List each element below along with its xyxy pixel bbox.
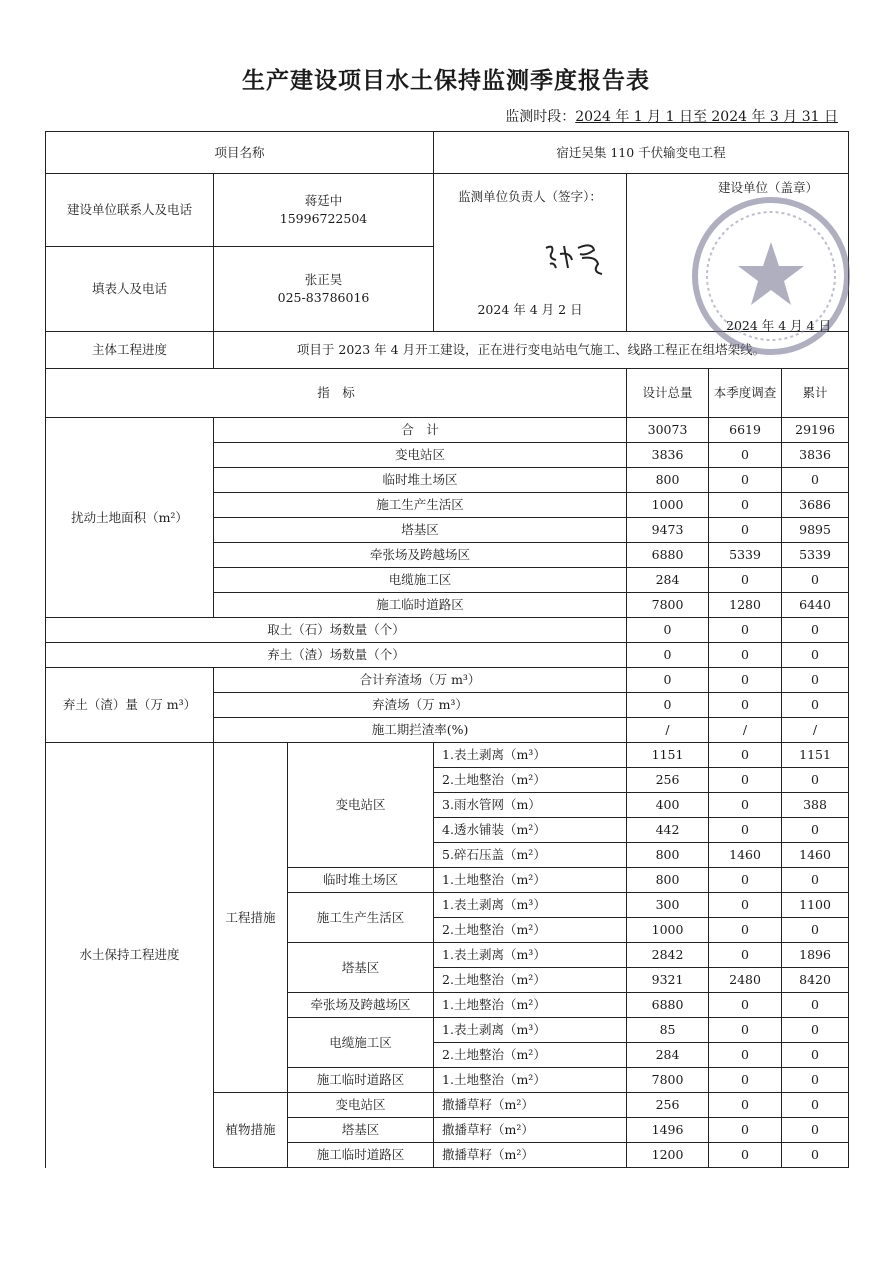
eng-design-value: 256	[627, 768, 709, 793]
eng-measure-name: 2.土地整治（m²）	[434, 918, 627, 943]
borrow-label: 取土（石）场数量（个）	[46, 618, 627, 643]
spoil-quarter-value: 0	[709, 668, 782, 693]
monitor-signature-label: 监测单位负责人（签字）：	[458, 189, 602, 204]
disturbed-quarter-value: 1280	[709, 593, 782, 618]
spoil-amount-label: 弃土（渣）量（万 m³）	[46, 668, 214, 743]
eng-measure-name: 1.土地整治（m²）	[434, 1068, 627, 1093]
borrow-quarter-value: 0	[709, 618, 782, 643]
spoil_count-quarter-value: 0	[709, 643, 782, 668]
eng-design-value: 2842	[627, 943, 709, 968]
eng-quarter-value: 0	[709, 1018, 782, 1043]
disturbed-quarter-value: 6619	[709, 418, 782, 443]
filler-label: 填表人及电话	[46, 247, 214, 332]
eng-design-value: 800	[627, 868, 709, 893]
eng-design-value: 300	[627, 893, 709, 918]
eng-design-value: 800	[627, 843, 709, 868]
disturbed-design-value: 284	[627, 568, 709, 593]
borrow-cumulative-value: 0	[782, 618, 849, 643]
disturbed-item-name: 牵张场及跨越场区	[214, 543, 627, 568]
eng-area-name: 变电站区	[288, 743, 434, 868]
spoil_count-design-value: 0	[627, 643, 709, 668]
disturbed-quarter-value: 0	[709, 468, 782, 493]
monitor-date: 2024 年 4 月 2 日	[477, 302, 583, 317]
eng-cumulative-value: 0	[782, 1043, 849, 1068]
veg-measure-name: 撒播草籽（m²）	[434, 1143, 627, 1168]
eng-measure-name: 2.土地整治（m²）	[434, 968, 627, 993]
engineering-measures-label: 工程措施	[214, 743, 288, 1093]
eng-cumulative-value: 0	[782, 1018, 849, 1043]
veg-cumulative-value: 0	[782, 1093, 849, 1118]
eng-quarter-value: 0	[709, 993, 782, 1018]
project-name-label: 项目名称	[46, 132, 434, 174]
eng-cumulative-value: 1151	[782, 743, 849, 768]
eng-quarter-value: 0	[709, 743, 782, 768]
eng-measure-name: 2.土地整治（m²）	[434, 1043, 627, 1068]
handwritten-signature	[542, 238, 612, 278]
eng-measure-name: 3.雨水管网（m）	[434, 793, 627, 818]
spoil-cumulative-value: 0	[782, 693, 849, 718]
spoil-cumulative-value: 0	[782, 668, 849, 693]
veg-measure-name: 撒播草籽（m²）	[434, 1118, 627, 1143]
eng-cumulative-value: 0	[782, 1068, 849, 1093]
eng-cumulative-value: 0	[782, 818, 849, 843]
table-row	[46, 668, 849, 693]
eng-design-value: 284	[627, 1043, 709, 1068]
veg-cumulative-value: 0	[782, 1118, 849, 1143]
disturbed-item-name: 临时堆土场区	[214, 468, 627, 493]
period-label: 监测时段：	[505, 109, 576, 125]
disturbed-item-name: 电缆施工区	[214, 568, 627, 593]
eng-design-value: 7800	[627, 1068, 709, 1093]
eng-measure-name: 1.表土剥离（m³）	[434, 1018, 627, 1043]
eng-cumulative-value: 0	[782, 993, 849, 1018]
eng-cumulative-value: 8420	[782, 968, 849, 993]
disturbed-quarter-value: 0	[709, 493, 782, 518]
eng-design-value: 85	[627, 1018, 709, 1043]
disturbed-cumulative-value: 9895	[782, 518, 849, 543]
disturbed-cumulative-value: 5339	[782, 543, 849, 568]
contact-phone: 15996722504	[279, 211, 368, 226]
spoil-design-value: 0	[627, 693, 709, 718]
disturbed-quarter-value: 5339	[709, 543, 782, 568]
table-row	[46, 418, 849, 443]
eng-area-name: 塔基区	[288, 943, 434, 993]
disturbed-design-value: 9473	[627, 518, 709, 543]
project-name-value: 宿迁吴集 110 千伏输变电工程	[434, 132, 849, 174]
eng-measure-name: 1.土地整治（m²）	[434, 993, 627, 1018]
eng-measure-name: 1.表土剥离（m³）	[434, 893, 627, 918]
borrow-design-value: 0	[627, 618, 709, 643]
disturbed-item-name: 塔基区	[214, 518, 627, 543]
eng-quarter-value: 0	[709, 1068, 782, 1093]
spoil-design-value: /	[627, 718, 709, 743]
eng-area-name: 电缆施工区	[288, 1018, 434, 1068]
disturbed-cumulative-value: 0	[782, 468, 849, 493]
disturbed-design-value: 7800	[627, 593, 709, 618]
spoil-item-name: 合计弃渣场（万 m³）	[214, 668, 627, 693]
disturbed-quarter-value: 0	[709, 518, 782, 543]
monitoring-period	[505, 106, 838, 126]
eng-quarter-value: 0	[709, 1043, 782, 1068]
veg-quarter-value: 0	[709, 1118, 782, 1143]
eng-cumulative-value: 0	[782, 918, 849, 943]
eng-cumulative-value: 1460	[782, 843, 849, 868]
disturbed-cumulative-value: 29196	[782, 418, 849, 443]
table-row	[46, 743, 849, 768]
quarter-survey-header: 本季度调查	[709, 369, 782, 418]
eng-quarter-value: 0	[709, 768, 782, 793]
disturbed-area-label: 扰动土地面积（m²）	[46, 418, 214, 618]
progress-label: 主体工程进度	[46, 332, 214, 369]
veg-area-name: 塔基区	[288, 1118, 434, 1143]
contact-name: 蒋廷中	[304, 193, 343, 208]
disturbed-quarter-value: 0	[709, 443, 782, 468]
disturbed-item-name: 变电站区	[214, 443, 627, 468]
disturbed-cumulative-value: 3836	[782, 443, 849, 468]
eng-area-name: 施工临时道路区	[288, 1068, 434, 1093]
period-value: 2024 年 1 月 1 日至 2024 年 3 月 31 日	[575, 109, 838, 125]
builder-date: 2024 年 4 月 4 日	[726, 318, 832, 333]
veg-design-value: 256	[627, 1093, 709, 1118]
eng-measure-name: 4.透水铺装（m²）	[434, 818, 627, 843]
spoil-quarter-value: 0	[709, 693, 782, 718]
eng-area-name: 临时堆土场区	[288, 868, 434, 893]
eng-design-value: 6880	[627, 993, 709, 1018]
eng-quarter-value: 0	[709, 793, 782, 818]
veg-measure-name: 撒播草籽（m²）	[434, 1093, 627, 1118]
eng-area-name: 施工生产生活区	[288, 893, 434, 943]
veg-design-value: 1200	[627, 1143, 709, 1168]
eng-quarter-value: 0	[709, 943, 782, 968]
disturbed-design-value: 1000	[627, 493, 709, 518]
eng-design-value: 1151	[627, 743, 709, 768]
spoil_count-cumulative-value: 0	[782, 643, 849, 668]
eng-area-name: 牵张场及跨越场区	[288, 993, 434, 1018]
table-row	[46, 643, 849, 668]
eng-cumulative-value: 0	[782, 868, 849, 893]
disturbed-design-value: 6880	[627, 543, 709, 568]
spoil-quarter-value: /	[709, 718, 782, 743]
eng-quarter-value: 0	[709, 818, 782, 843]
veg-quarter-value: 0	[709, 1143, 782, 1168]
disturbed-item-name: 合 计	[214, 418, 627, 443]
veg-area-name: 施工临时道路区	[288, 1143, 434, 1168]
spoil_count-label: 弃土（渣）场数量（个）	[46, 643, 627, 668]
disturbed-cumulative-value: 6440	[782, 593, 849, 618]
official-seal-stamp	[680, 190, 862, 362]
eng-cumulative-value: 388	[782, 793, 849, 818]
eng-quarter-value: 0	[709, 918, 782, 943]
spoil-cumulative-value: /	[782, 718, 849, 743]
design-total-header: 设计总量	[627, 369, 709, 418]
vegetation-measures-label: 植物措施	[214, 1093, 288, 1168]
spoil-design-value: 0	[627, 668, 709, 693]
veg-area-name: 变电站区	[288, 1093, 434, 1118]
eng-design-value: 1000	[627, 918, 709, 943]
disturbed-design-value: 3836	[627, 443, 709, 468]
eng-quarter-value: 0	[709, 868, 782, 893]
builder-seal-label: 建设单位（盖章）	[718, 180, 819, 195]
eng-cumulative-value: 0	[782, 768, 849, 793]
table-row	[46, 618, 849, 643]
cumulative-header: 累计	[782, 369, 849, 418]
veg-cumulative-value: 0	[782, 1143, 849, 1168]
eng-measure-name: 1.表土剥离（m³）	[434, 943, 627, 968]
eng-design-value: 400	[627, 793, 709, 818]
report-title: 生产建设项目水土保持监测季度报告表	[242, 68, 650, 94]
disturbed-quarter-value: 0	[709, 568, 782, 593]
contact-label: 建设单位联系人及电话	[46, 174, 214, 247]
disturbed-design-value: 800	[627, 468, 709, 493]
eng-measure-name: 2.土地整治（m²）	[434, 768, 627, 793]
eng-cumulative-value: 1100	[782, 893, 849, 918]
veg-design-value: 1496	[627, 1118, 709, 1143]
eng-measure-name: 1.土地整治（m²）	[434, 868, 627, 893]
filler-name: 张正昊	[304, 272, 343, 287]
swc-progress-label: 水土保持工程进度	[46, 743, 214, 1168]
veg-quarter-value: 0	[709, 1093, 782, 1118]
disturbed-item-name: 施工临时道路区	[214, 593, 627, 618]
disturbed-design-value: 30073	[627, 418, 709, 443]
filler-value	[214, 247, 434, 332]
monitor-signature-cell	[434, 174, 627, 332]
eng-design-value: 442	[627, 818, 709, 843]
eng-cumulative-value: 1896	[782, 943, 849, 968]
disturbed-cumulative-value: 3686	[782, 493, 849, 518]
spoil-item-name: 施工期拦渣率(%)	[214, 718, 627, 743]
eng-measure-name: 1.表土剥离（m³）	[434, 743, 627, 768]
indicator-header: 指 标	[46, 369, 627, 418]
eng-design-value: 9321	[627, 968, 709, 993]
eng-quarter-value: 2480	[709, 968, 782, 993]
progress-text: 项目于 2023 年 4 月开工建设，正在进行变电站电气施工、线路工程正在组塔架线。	[214, 332, 849, 369]
eng-quarter-value: 1460	[709, 843, 782, 868]
filler-phone: 025-83786016	[277, 290, 370, 305]
contact-value	[214, 174, 434, 247]
disturbed-cumulative-value: 0	[782, 568, 849, 593]
eng-quarter-value: 0	[709, 893, 782, 918]
disturbed-item-name: 施工生产生活区	[214, 493, 627, 518]
eng-measure-name: 5.碎石压盖（m²）	[434, 843, 627, 868]
spoil-item-name: 弃渣场（万 m³）	[214, 693, 627, 718]
